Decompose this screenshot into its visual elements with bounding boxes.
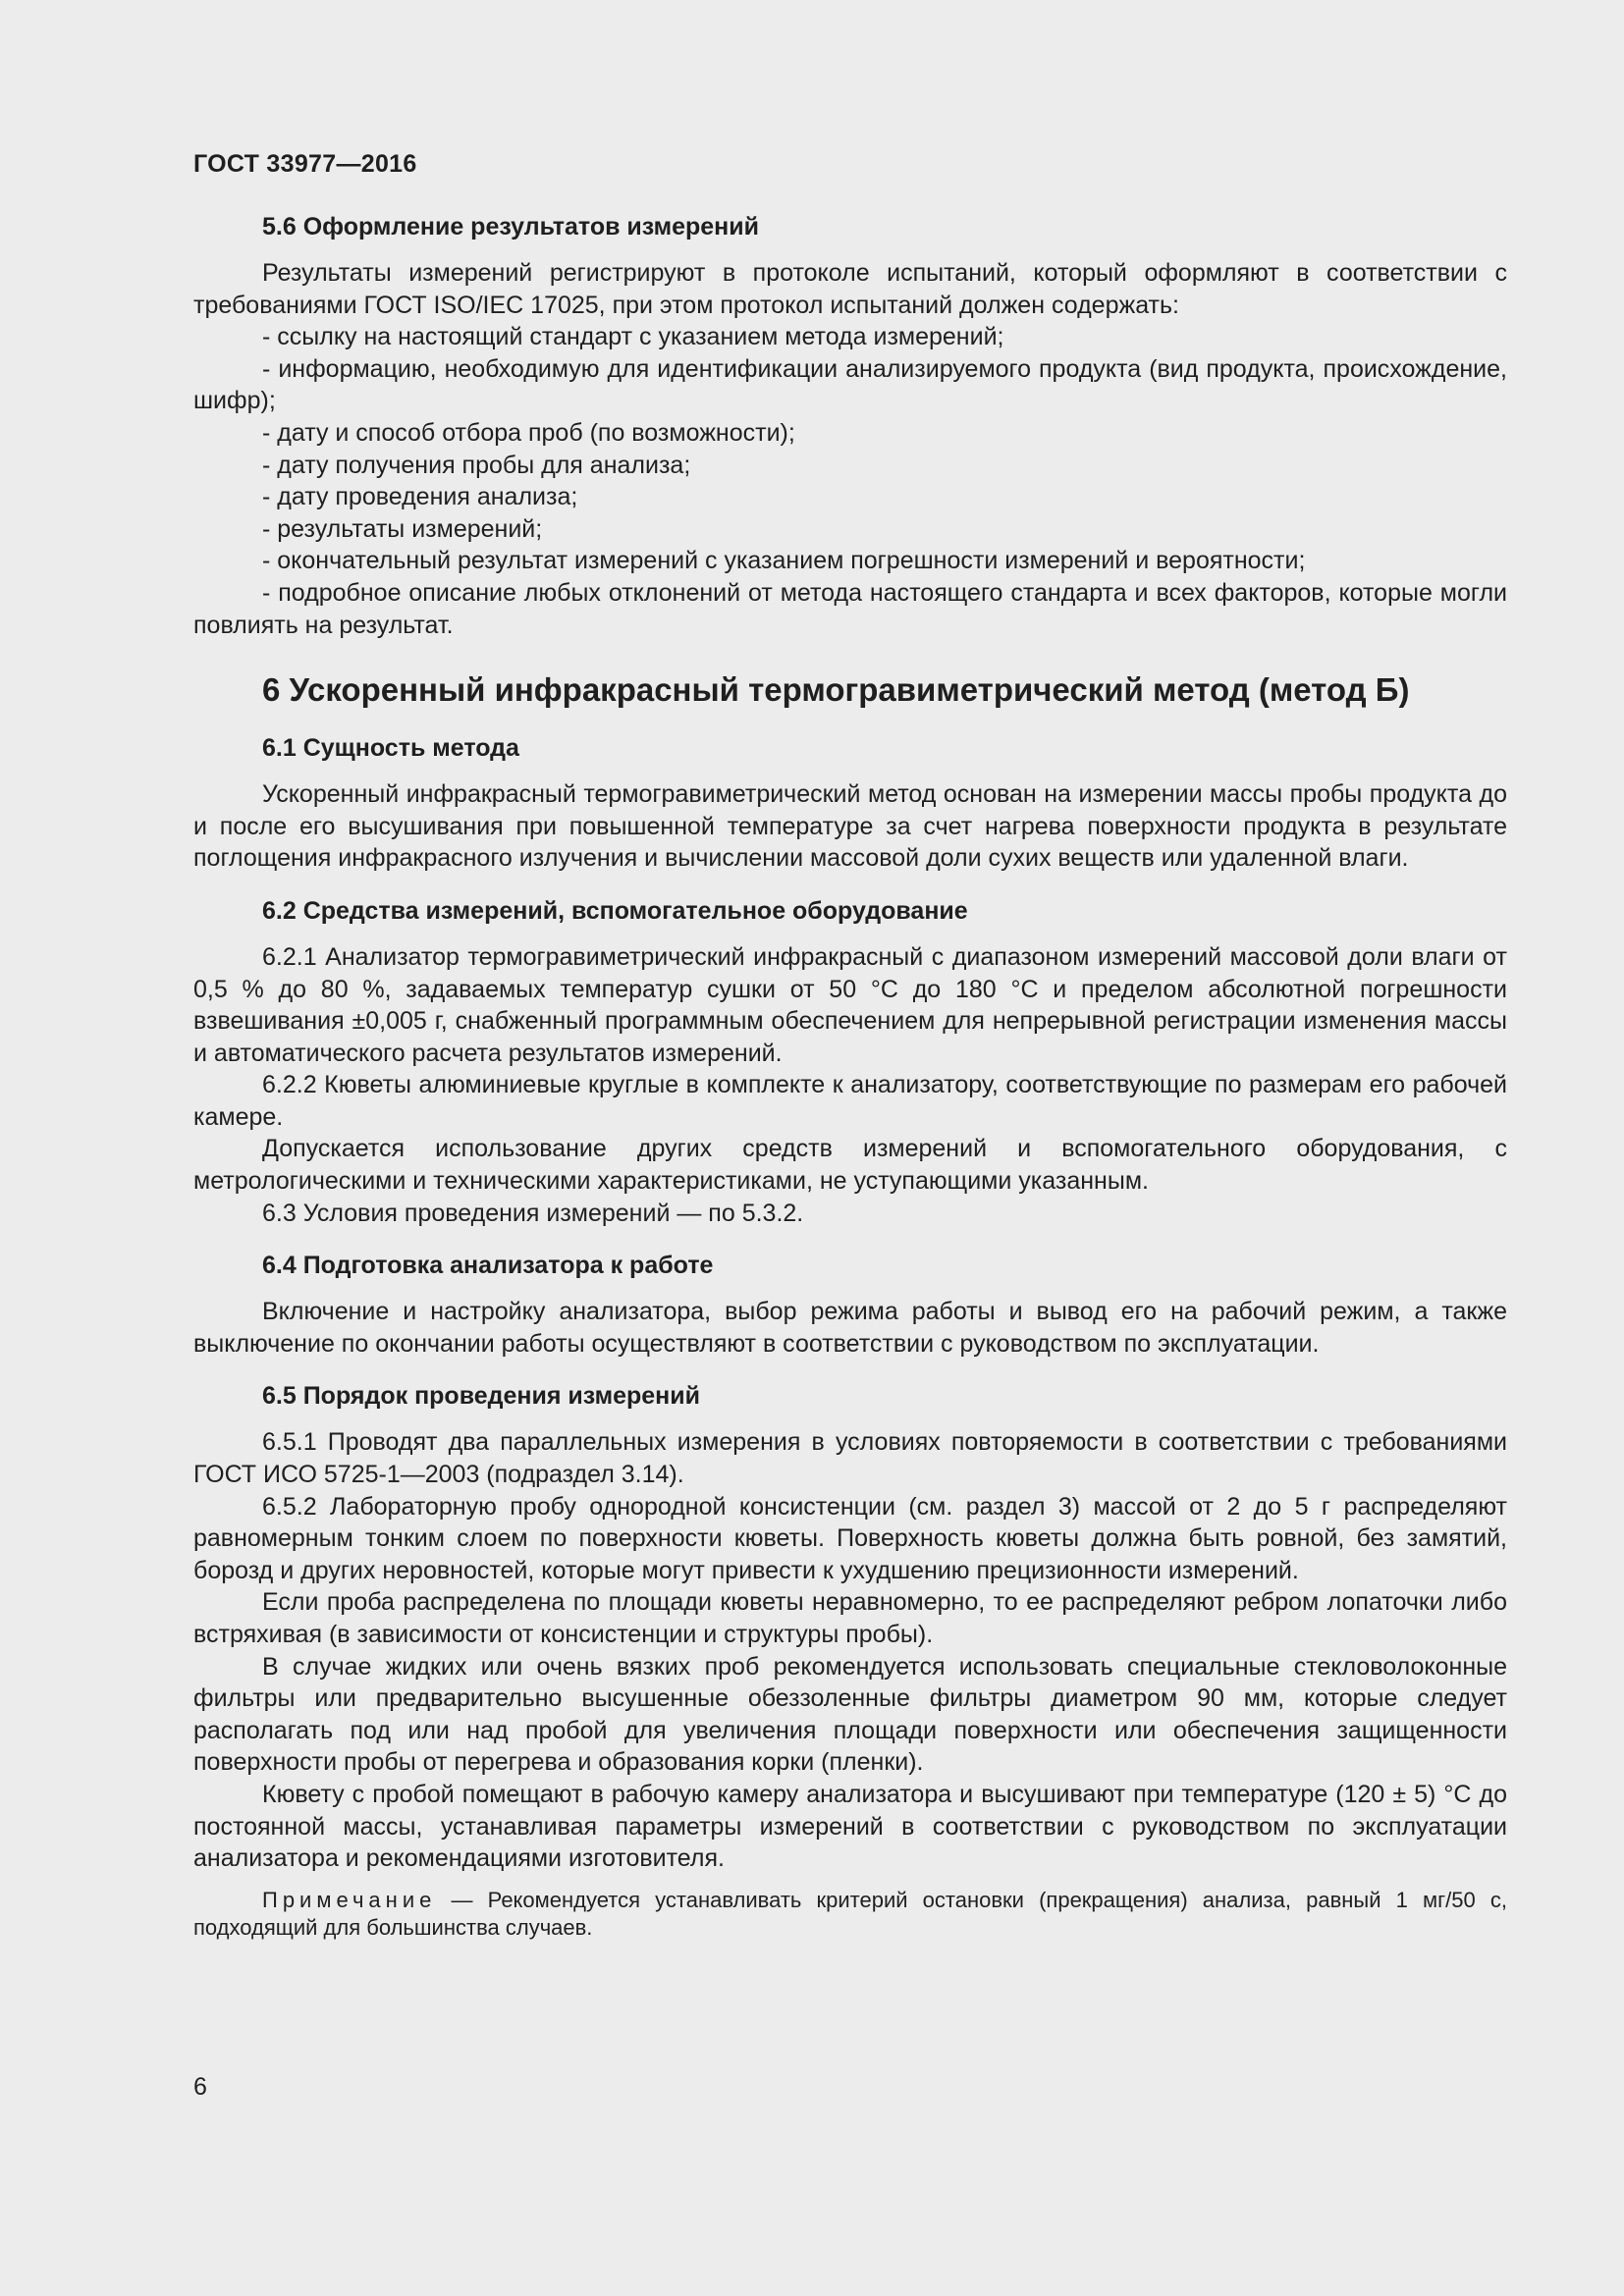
list-item: - информацию, необходимую для идентификации анализируемого продукта (вид продукта, происхождение, шифр); — [193, 354, 1507, 415]
protocol-contents-list — [193, 321, 1507, 641]
paragraph-6-5-drying: Кювету с пробой помещают в рабочую камеру анализатора и высушивают при температуре (120 ± 5) °С до постоянной массы, устанавливая параметры измерений в соответствии с руководством по эксплуатации анализатора и рекомендациями изготовителя. — [193, 1780, 1507, 1873]
section-5-6-title: 5.6 Оформление результатов измерений — [262, 213, 760, 240]
paragraph-6-2-2: 6.2.2 Кюветы алюминиевые круглые в комплекте к анализатору, соответствующие по размерам его рабочей камере. — [193, 1071, 1507, 1131]
list-item: - ссылку на настоящий стандарт с указанием метода измерений; — [262, 323, 1004, 351]
paragraph-6-5-2: 6.5.2 Лабораторную пробу однородной консистенции (см. раздел 3) массой от 2 до 5 г распределяют равномерным тонким слоем по поверхности кюветы. Поверхность кюветы должна быть ровной, без замятий, борозд и других неровностей, которые могут привести к ухудшению прецизионности измерений. — [193, 1492, 1507, 1584]
paragraph-6-5-liquid: В случае жидких или очень вязких проб рекомендуется использовать специальные стекловолоконные фильтры или предварительно высушенные обеззоленные фильтры диаметром 90 мм, которые следует располагать под или над пробой для увеличения площади поверхности или обеспечения защищенности поверхности пробы от перегрева и образования корки (пленки). — [193, 1652, 1507, 1777]
section-6-4-title: 6.4 Подготовка анализатора к работе — [262, 1252, 714, 1280]
document-header: ГОСТ 33977—2016 — [193, 150, 417, 178]
list-item: - дату проведения анализа; — [262, 483, 578, 511]
document-page — [193, 147, 1507, 1942]
note-text: — Рекомендуется устанавливать критерий остановки (прекращения) анализа, равный 1 мг/50 с, подходящий для большинства случаев. — [193, 1887, 1507, 1940]
section-6-2-title: 6.2 Средства измерений, вспомогательное оборудование — [262, 896, 968, 925]
section-6-4-text: Включение и настройку анализатора, выбор режима работы и вывод его на рабочий режим, а также выключение по окончании работы осуществляют в соответствии с руководством по эксплуатации. — [193, 1298, 1507, 1358]
list-item: - подробное описание любых отклонений от метода настоящего стандарта и всех факторов, которые могли повлиять на результат. — [193, 578, 1507, 639]
page-number: 6 — [193, 2073, 207, 2101]
paragraph-6-5-1: 6.5.1 Проводят два параллельных измерения в условиях повторяемости в соответствии с требованиями ГОСТ ИСО 5725-1—2003 (подраздел 3.14). — [193, 1428, 1507, 1489]
section-5-6-intro: Результаты измерений регистрируют в протоколе испытаний, который оформляют в соответствии с требованиями ГОСТ ISO/IEC 17025, при этом протокол испытаний должен содержать: — [193, 259, 1507, 319]
section-6-1-text: Ускоренный инфракрасный термогравиметрический метод основан на измерении массы пробы продукта до и после его высушивания при повышенной температуре за счет нагрева поверхности продукта в результате поглощения инфракрасного излучения и вычислении массовой доли сухих веществ или удаленной влаги. — [193, 780, 1507, 873]
section-6-5-title: 6.5 Порядок проведения измерений — [262, 1382, 701, 1411]
list-item: - окончательный результат измерений с указанием погрешности измерений и вероятности; — [262, 547, 1306, 575]
note — [193, 1887, 1507, 1942]
section-6-1-title: 6.1 Сущность метода — [262, 734, 519, 763]
list-item: - результаты измерений; — [262, 514, 543, 543]
paragraph-6-2-allowance: Допускается использование других средств измерений и вспомогательного оборудования, с метрологическими и техническими характеристиками, не уступающими указанным. — [193, 1135, 1507, 1196]
list-item: - дату и способ отбора проб (по возможности); — [262, 418, 795, 447]
list-item: - дату получения пробы для анализа; — [262, 451, 691, 479]
paragraph-6-5-uneven: Если проба распределена по площади кюветы неравномерно, то ее распределяют ребром лопаточки либо встряхивая (в зависимости от консистенции и структуры пробы). — [193, 1588, 1507, 1648]
section-6-title: 6 Ускоренный инфракрасный термогравиметрический метод (метод Б) — [262, 671, 1410, 709]
note-label: Примечание — [262, 1887, 437, 1912]
paragraph-6-2-1: 6.2.1 Анализатор термогравиметрический инфракрасный с диапазоном измерений массовой доли влаги от 0,5 % до 80 %, задаваемых температур сушки от 50 °С до 180 °С и пределом абсолютной погрешности взвешивания ±0,005 г, снабженный программным обеспечением для непрерывной регистрации изменения массы и автоматического расчета результатов измерений. — [193, 942, 1507, 1067]
paragraph-6-3: 6.3 Условия проведения измерений — по 5.3.2. — [262, 1199, 804, 1227]
